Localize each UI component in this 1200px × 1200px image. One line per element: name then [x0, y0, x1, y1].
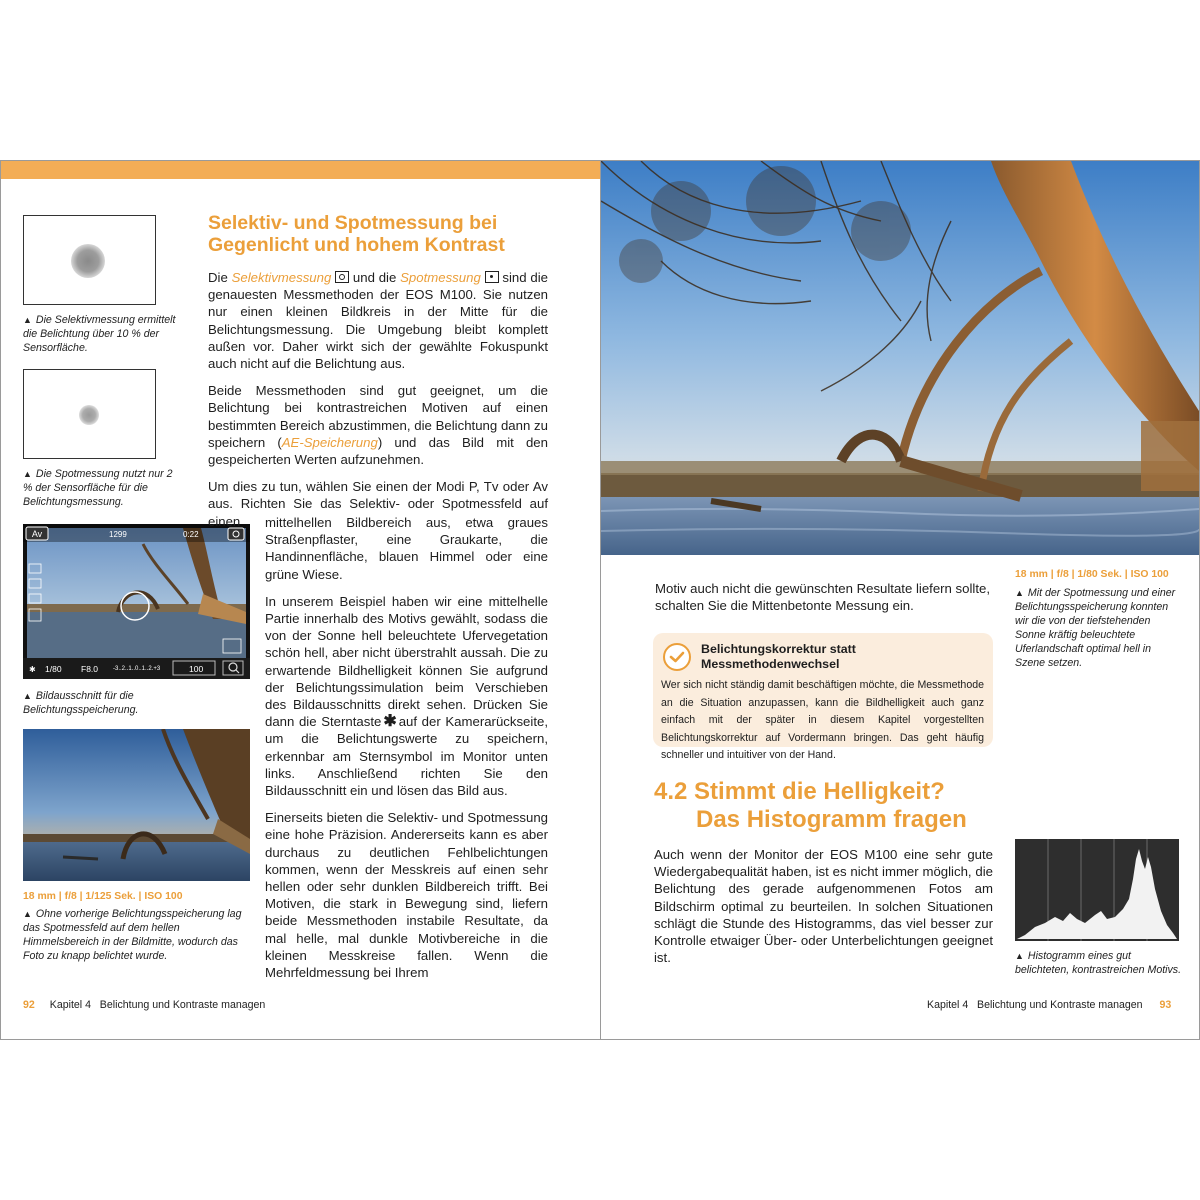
term-selektivmessung: Selektivmessung: [231, 270, 332, 285]
body-text-top: Die Selektivmessung und die Spotmessung sind die genauesten Messmethoden der EOS M100. Sie nutzen nur einen kleinen Bildkreis in der Mitte für die Belichtungsmessung. Die Umgebung bleibt komplett außen vor. Daher wirkt sich der gewählte Fokuspunkt auch nicht auf die Belichtung aus. Beide Messmethoden sind gut geeignet, um die Belichtung bei kontrastreichen Motiven auf einen bestimmten Bereich abzustimmen, die Belichtung dann zu speichern (AE-Speicherung) und das Bild mit den gespeicherten Werten aufzunehmen. Um dies zu tun, wählen Sie einen der Modi P, Tv oder Av aus. Richten Sie das Selektiv- oder Spotmessfeld auf einen: [208, 270, 548, 529]
underexposed-photo: [23, 729, 250, 881]
triangle-icon: ▲: [23, 691, 32, 701]
camera-shutter-label: 1/80: [45, 664, 62, 674]
tip-text: Wer sich nicht ständig damit beschäftigen möchte, die Messmethode an die Situation anzupassen, kann die Bildhelligkeit auch ganz einfach mit der später in diesem Kapitel vorgestellten Belichtungskorrektur auf Vordermann bringen. Das geht häufig schneller und intuitiver von der Hand.: [661, 679, 984, 761]
page-number-left: 92: [23, 999, 35, 1011]
book-spread: [0, 160, 1200, 1040]
section-heading-4-2: 4.2 Stimmt die Helligkeit? Das Histogramm fragen: [654, 778, 967, 833]
photo-meta-right: 18 mm | f/8 | 1/80 Sek. | ISO 100: [1015, 569, 1169, 580]
continued-paragraph: Motiv auch nicht die gewünschten Resultate liefern sollte, schalten Sie die Mittenbetonte Messung ein.: [655, 581, 990, 614]
footer-right: [927, 999, 1171, 1011]
chapter-color-bar: [1, 161, 600, 179]
photo-meta-left: 18 mm | f/8 | 1/125 Sek. | ISO 100: [23, 891, 183, 902]
metering-circle-small: [79, 405, 99, 425]
term-ae-speicherung: AE-Speicherung: [281, 434, 378, 450]
tip-box: [653, 633, 993, 761]
triangle-icon: ▲: [23, 909, 32, 919]
selective-mode-icon: [335, 271, 349, 283]
underexposed-scene: [23, 729, 250, 881]
left-page: [1, 161, 601, 1039]
triangle-icon: ▲: [1015, 588, 1024, 598]
footer-chapter-right: Kapitel 4 Belichtung und Kontraste managen: [927, 999, 1143, 1011]
selective-metering-diagram: [23, 215, 156, 305]
paragraph-3b: mittelhellen Bildbereich aus, etwa graues Straßenpflaster, eine Graukarte, die Handinnenfläche, blauen Himmel oder eine grüne Wiese.: [265, 515, 548, 582]
landscape-scene: [601, 161, 1199, 555]
landscape-photo: [601, 161, 1199, 555]
triangle-icon: ▲: [23, 469, 32, 479]
camera-scene: [23, 524, 250, 679]
camera-iso-label: 100: [189, 664, 204, 674]
triangle-icon: ▲: [23, 315, 32, 325]
caption-histogram: ▲ Histogramm eines gut belichteten, kontrastreichen Motivs.: [1015, 950, 1182, 976]
checkmark-icon: [663, 643, 691, 671]
camera-time-label: 0:22: [183, 530, 199, 539]
camera-scale-label: -3..2..1..0..1..2.+3: [113, 666, 161, 672]
paragraph-3a: Um dies zu tun, wählen Sie einen der Modi P, Tv oder Av aus. Richten Sie das Selektiv- oder Spotmessfeld auf einen: [208, 479, 548, 529]
page-number-right: 93: [1159, 999, 1172, 1011]
camera-star-icon: ✱: [29, 665, 36, 674]
camera-shots-label: 1299: [109, 530, 127, 539]
spot-mode-icon: [485, 271, 499, 283]
right-page: [601, 161, 1199, 1039]
camera-mode-label: Av: [31, 529, 43, 539]
paragraph-5: Einerseits bieten die Selektiv- und Spotmessung eine hohe Präzision. Andererseits kann es aber durchaus zu deutlichen Fehlbelichtungen kommen, wenn der Messkreis auf einen sehr hellen oder sehr dunklen Bildbereich trifft. Bei Motiven, die stark in Bewegung sind, liefern beide Messmethoden instabile Resultate, da mal helle, mal dunkle Motivbereiche in die kleinen Messkreise fallen. Wenn die Mehrfeldmessung bei Ihrem: [265, 810, 548, 981]
section-paragraph: Auch wenn der Monitor der EOS M100 eine sehr gute Wiedergabequalität haben, ist es nicht immer möglich, die Belichtung des gerade aufgenommenen Fotos am Bildschirm optimal zu beurteilen. In solchen Situationen schlägt die Stunde des Histogramms, das viel besser zur Kontrolle etwaiger Über- oder Unterbelichtungen geeignet ist.: [654, 847, 993, 966]
caption-spot: ▲ Die Spotmessung nutzt nur 2 % der Sensorfläche für die Belichtungsmessung.: [23, 468, 173, 508]
body-text-narrow: mittelhellen Bildbereich aus, etwa graues Straßenpflaster, eine Graukarte, die Handinnenfläche, blauen Himmel oder eine grüne Wiese. In unserem Beispiel haben wir eine mittelhelle Partie innerhalb des Motivs gewählt, sodass die von der Sonne hell beleuchtete Ufervegetation schön hell, aber nicht überstrahlt aussah. Die zu erwartende Bildhelligkeit können Sie aufgrund der Belichtungssimulation beim Verschieben des Bildausschnitts direkt sehen. Drücken Sie dann die Sterntaste ✱ auf der Kamerarückseite, um die Belichtungswerte zu speichern, erkennbar am Sternsymbol im Monitor unten links. Anschließend richten Sie den Bildausschnitt ein und lösen das Bild aus. Einerseits bieten die Selektiv- und Spotmessung eine hohe Präzision. Andererseits kann es aber durchaus zu deutlichen Fehlbelichtungen kommen, wenn der Messkreis auf einen sehr hellen oder sehr dunklen Bildbereich trifft. Bei Motiven, die stark in Bewegung sind, liefern beide Messmethoden instabile Resultate, da mal helle, mal dunkle Motivbereiche in die kleinen Messkreise fallen. Wenn die Mehrfeldmessung bei Ihrem: [265, 515, 548, 981]
caption-landscape: ▲ Mit der Spotmessung und einer Belichtungsspeicherung konnten wir die von der tiefstehenden Sonne kräftig beleuchtete Uferlandschaft optimal hell in Szene setzen.: [1015, 587, 1176, 669]
histogram-image: [1015, 839, 1179, 941]
tip-title: Belichtungskorrektur statt Messmethodenwechsel: [701, 642, 856, 671]
histogram-graph: [1015, 839, 1179, 941]
caption-camera: ▲ Bildausschnitt für die Belichtungsspeicherung.: [23, 690, 139, 716]
triangle-icon: ▲: [1015, 951, 1024, 961]
spot-metering-diagram: [23, 369, 156, 459]
metering-circle-large: [71, 244, 105, 278]
caption-underexposed: ▲ Ohne vorherige Belichtungsspeicherung lag das Spotmessfeld auf dem hellen Himmelsbereich in der Bildmitte, wodurch das Foto zu knapp belichtet wurde.: [23, 908, 242, 962]
footer-chapter-left: Kapitel 4 Belichtung und Kontraste managen: [49, 999, 266, 1011]
footer-left: [23, 999, 265, 1011]
term-spotmessung: Spotmessung: [400, 270, 481, 285]
camera-aperture-label: F8.0: [81, 664, 99, 674]
section-heading-selective: Selektiv- und Spotmessung bei Gegenlicht und hohem Kontrast: [208, 212, 505, 257]
star-key-icon: ✱: [383, 713, 397, 731]
camera-monitor-screenshot: [23, 524, 250, 679]
caption-selective: ▲ Die Selektivmessung ermittelt die Belichtung über 10 % der Sensorfläche.: [23, 314, 176, 354]
